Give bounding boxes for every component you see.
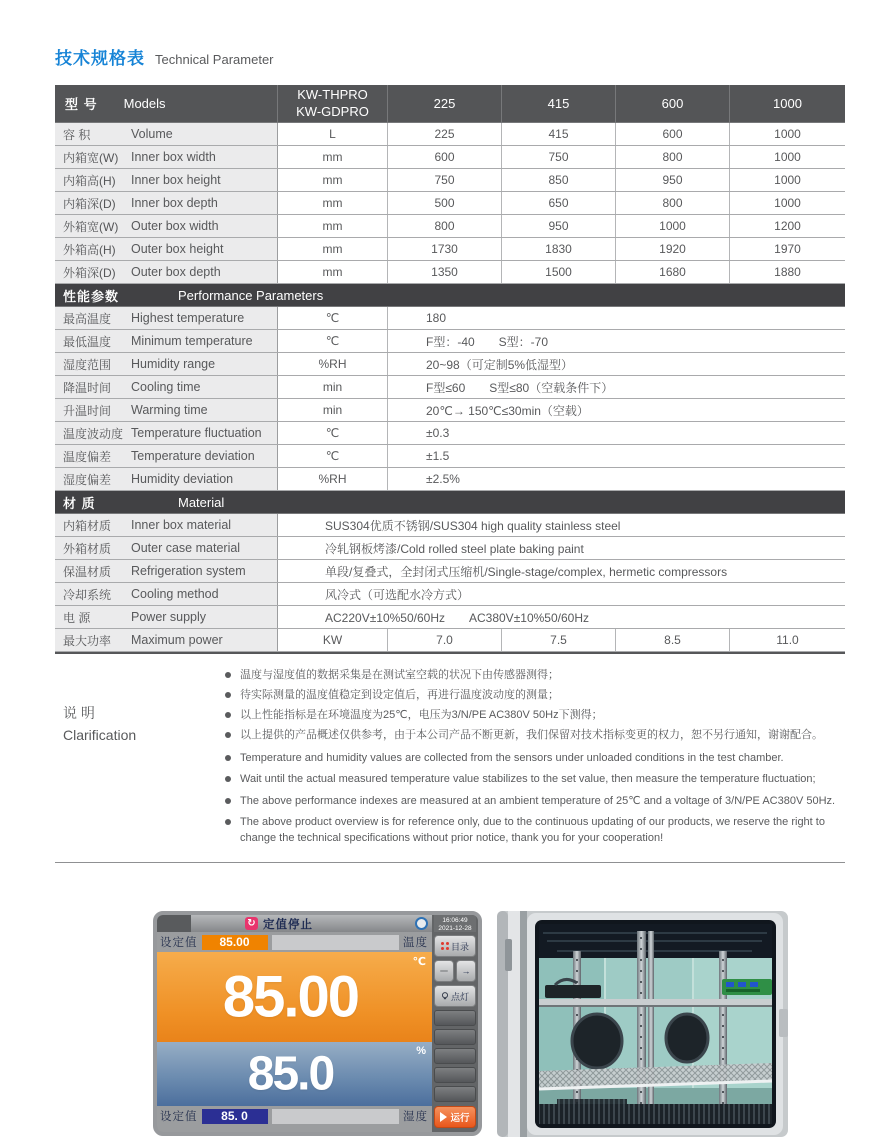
row-value: 850 [502,169,616,191]
row-value: 600 [388,146,502,168]
header-col-225: 225 [388,85,502,122]
row-unit: min [278,376,388,398]
row-value: 1000 [774,196,801,210]
table-row [55,261,845,284]
blank-button [434,1029,476,1045]
arrow-left-button [434,960,454,982]
table-header-row [55,85,845,123]
row-value: 650 [502,192,616,214]
humidity-display-panel [157,1042,432,1106]
table-row [55,514,845,537]
row-label-en: Outer box width [127,215,278,237]
bullet-dot-icon [225,732,231,738]
table-row [55,146,845,169]
controller-statusbar [157,915,432,932]
header-col-600: 600 [616,85,730,122]
header-col-1000: 1000 [773,96,802,111]
row-unit: KW [278,629,388,651]
row-label-en: Highest temperature [127,307,278,329]
row-value: 225 [388,123,502,145]
product-photos [153,911,845,1137]
note-item: 以上提供的产品概述仅供参考，由于本公司产品不断更新，我们保留对技术指标变更的权力，恕不另行通知，谢谢配合。 [225,728,845,743]
arrow-left-icon [440,970,448,972]
row-value: 1880 [774,265,801,279]
row-label-en: Volume [127,123,278,145]
table-row [55,238,845,261]
note-item: 温度与湿度值的数据采集是在测试室空载的状况下由传感器测得； [225,668,845,683]
page-title-en: Technical Parameter [155,52,274,67]
progress-bar [272,935,400,950]
row-label-cn: 内箱宽(W) [55,146,127,168]
row-value: 180 [426,311,447,325]
menu-button: 目录 [434,935,476,957]
row-label-cn: 内箱高(H) [55,169,127,191]
row-value: 950 [616,169,730,191]
note-item: The above performance indexes are measured at an ambient temperature of 25℃ and a voltage of 3/N/PE AC380V 50Hz. [225,794,845,809]
row-value: 1970 [774,242,801,256]
row-label-en: Minimum temperature [127,330,278,352]
row-value: 1350 [388,261,502,283]
section-header-material: 材 质 Material [55,491,845,514]
lamp-icon [441,992,449,1000]
table-row [55,583,845,606]
header-models-en: Models [123,96,166,111]
row-value: 1000 [774,150,801,164]
row-value: 7.0 [388,629,502,651]
row-label-en: Power supply [127,606,278,628]
bullet-dot-icon [225,672,231,678]
row-label-cn: 外箱宽(W) [55,215,127,237]
table-row [55,560,845,583]
progress-bar [272,1109,400,1124]
row-label-cn: 温度波动度 [55,422,127,444]
row-value: 1500 [502,261,616,283]
blank-button [434,1010,476,1026]
bullet-dot-icon [225,819,231,825]
table-row [55,537,845,560]
table-row [55,123,845,146]
row-value: 415 [502,123,616,145]
bullet-dot-icon [225,755,231,761]
row-value: 950 [502,215,616,237]
row-label-cn: 最低温度 [55,330,127,352]
row-value: 800 [616,146,730,168]
divider [55,862,845,863]
bullet-dot-icon [225,692,231,698]
row-value: 750 [502,146,616,168]
row-label-cn: 冷却系统 [55,583,127,605]
row-label-cn: 内箱材质 [55,514,127,536]
row-label-cn: 电 源 [55,606,127,628]
humidity-channel-label: 湿度 [403,1111,428,1124]
note-item: The above product overview is for reference only, due to the continuous updating of our products, we reserve the right to change the technical specifications without prior notice, thank you for your cooperation! [225,815,845,846]
datetime-display: 16:06:49 2021-12-28 [434,915,476,932]
setpoint-label: 设定值 [160,1111,198,1124]
note-item: Wait until the actual measured temperature value stabilizes to the set value, then measure the temperature fluctuation; [225,772,845,787]
row-unit: mm [278,146,388,168]
row-value: AC220V±10%50/60Hz AC380V±10%50/60Hz [325,610,589,625]
row-value: 单段/复叠式，全封闭式压缩机/Single-stage/complex, hermetic compressors [325,564,728,579]
note-item: 待实际测量的温度值稳定到设定值后，再进行温度波动度的测量； [225,688,845,703]
controller-screen-photo [153,911,482,1136]
play-icon [440,1112,447,1122]
status-text: 定值停止 [263,918,313,931]
table-row [55,606,845,629]
controller-sidebar [432,915,478,1132]
table-row [55,376,845,399]
row-value: 500 [388,192,502,214]
row-unit: mm [278,192,388,214]
table-row [55,353,845,376]
clarification-label: 说 明 Clarification [63,705,137,744]
header-models [55,85,278,122]
blank-button [434,1048,476,1064]
row-label-cn: 保温材质 [55,560,127,582]
row-label-cn: 内箱深(D) [55,192,127,214]
row-value: 1680 [616,261,730,283]
row-label-en: Temperature fluctuation [127,422,278,444]
page-title [55,44,845,69]
menu-dots-icon [441,942,449,950]
row-unit: mm [278,238,388,260]
clarification-section [55,666,845,852]
row-label-en: Inner box material [127,514,278,536]
arrow-right-icon: → [461,966,471,977]
table-row [55,468,845,491]
row-value: 20℃→ 150℃≤30min（空载） [426,403,589,418]
row-label-cn: 最大功率 [55,629,127,651]
chamber-interior-photo [497,911,788,1137]
row-unit: ℃ [278,422,388,444]
bullet-dot-icon [225,798,231,804]
row-unit: mm [278,215,388,237]
table-row [55,330,845,353]
row-label-en: Humidity range [127,353,278,375]
row-value: 1730 [388,238,502,260]
row-label-en: Cooling method [127,583,278,605]
row-value: 800 [388,215,502,237]
row-value: ±1.5 [426,449,450,463]
row-value: 7.5 [502,629,616,651]
percent-unit: % [416,1045,426,1058]
row-label-cn: 湿度范围 [55,353,127,375]
temp-pv-value: 85.00 [222,964,359,1030]
run-button: 运行 [434,1106,476,1128]
row-label-en: Inner box width [127,146,278,168]
table-row [55,169,845,192]
row-label-cn: 外箱深(D) [55,261,127,283]
row-value: ±0.3 [426,426,450,440]
row-label-en: Cooling time [127,376,278,398]
note-item: Temperature and humidity values are collected from the sensors under unloaded conditions in the test chamber. [225,751,845,766]
row-label-en: Outer box height [127,238,278,260]
row-value: 冷轧钢板烤漆/Cold rolled steel plate baking paint [325,541,584,556]
row-value: 1200 [774,219,801,233]
row-value: 1000 [774,127,801,141]
blank-button [434,1086,476,1102]
controller-bottombar [157,1126,432,1132]
row-label-en: Humidity deviation [127,468,278,490]
row-label-en: Inner box height [127,169,278,191]
arrow-right-button [456,960,476,982]
row-unit: ℃ [278,307,388,329]
table-row [55,192,845,215]
header-models-cn: 型 号 [65,97,98,112]
row-unit: mm [278,169,388,191]
header-col-415: 415 [502,85,616,122]
row-label-cn: 外箱高(H) [55,238,127,260]
row-value: SUS304优质不锈钢/SUS304 high quality stainless steel [325,518,621,533]
table-row [55,399,845,422]
row-value: 11.0 [776,633,799,647]
table-row [55,445,845,468]
note-item: 以上性能指标是在环境温度为25℃，电压为3/N/PE AC380V 50Hz下测得； [225,708,845,723]
row-value: 1000 [616,215,730,237]
row-unit: min [278,399,388,421]
row-value: 750 [388,169,502,191]
row-label-cn: 容 积 [55,123,127,145]
row-label-en: Warming time [127,399,278,421]
row-label-en: Inner box depth [127,192,278,214]
bullet-dot-icon [225,776,231,782]
clarification-notes [225,666,845,852]
row-value: ±2.5% [426,472,460,486]
row-value: F型≤60 S型≤80（空载条件下） [426,380,614,395]
row-label-cn: 外箱材质 [55,537,127,559]
table-row [55,215,845,238]
table-row [55,629,845,652]
refresh-icon: ↻ [245,917,258,930]
row-unit: ℃ [278,445,388,467]
page-title-cn: 技术规格表 [55,49,145,68]
row-label-cn: 升温时间 [55,399,127,421]
row-unit: ℃ [278,330,388,352]
row-label-en: Temperature deviation [127,445,278,467]
row-value: 1830 [502,238,616,260]
table-row [55,307,845,330]
row-label-en: Outer case material [127,537,278,559]
row-value: 8.5 [616,629,730,651]
row-label-en: Maximum power [127,629,278,651]
row-unit: %RH [278,353,388,375]
setpoint-label: 设定值 [160,937,198,950]
celsius-unit: ℃ [412,956,426,969]
humidity-setpoint-row [157,1106,432,1126]
header-model-names: KW-THPRO KW-GDPRO [278,85,388,122]
row-label-cn: 降温时间 [55,376,127,398]
table-row [55,422,845,445]
clock-icon [415,917,428,930]
humidity-setpoint-value: 85. 0 [202,1109,268,1124]
row-value: 1000 [774,173,801,187]
row-unit: L [278,123,388,145]
bullet-dot-icon [225,712,231,718]
temp-display-panel [157,952,432,1042]
row-unit: mm [278,261,388,283]
row-label-cn: 湿度偏差 [55,468,127,490]
temp-channel-label: 温度 [403,937,428,950]
row-label-en: Outer box depth [127,261,278,283]
lamp-button: 点灯 [434,985,476,1007]
row-unit: %RH [278,468,388,490]
row-value: 600 [616,123,730,145]
temp-setpoint-row [157,932,432,952]
temp-setpoint-value: 85.00 [202,935,268,950]
row-value: 20~98（可定制5%低湿型） [426,357,574,372]
section-header-performance: 性能参数 Performance Parameters [55,284,845,307]
row-value: 风冷式（可选配水冷方式） [325,587,470,602]
blank-button [434,1067,476,1083]
row-value: 800 [616,192,730,214]
row-value: 1920 [616,238,730,260]
row-label-cn: 温度偏差 [55,445,127,467]
spec-table [55,85,845,654]
row-label-en: Refrigeration system [127,560,278,582]
row-value: F型：-40 S型：-70 [426,334,549,349]
humidity-pv-value: 85.0 [247,1047,334,1101]
row-label-cn: 最高温度 [55,307,127,329]
